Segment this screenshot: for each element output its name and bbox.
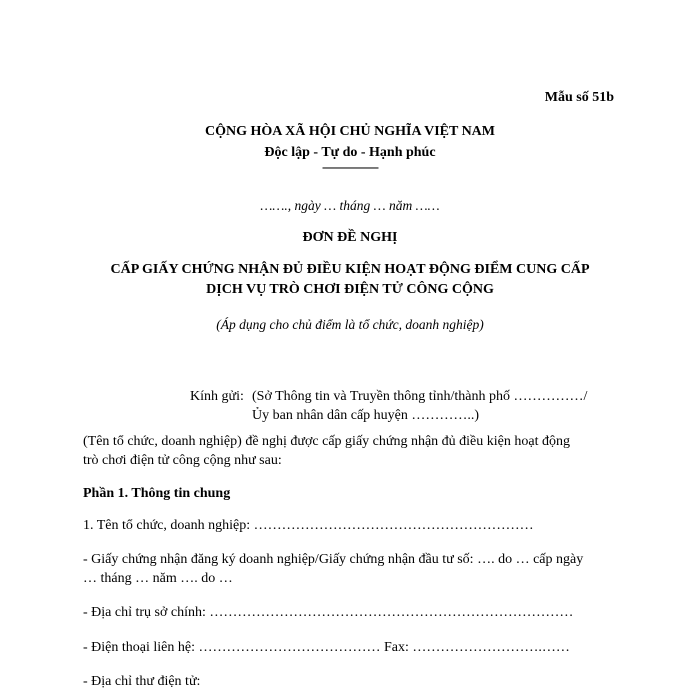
field-license-line-1: - Giấy chứng nhận đăng ký doanh nghiệp/Giấy chứng nhận đầu tư số: …. do … cấp ngày [83, 552, 584, 567]
field-email: - Địa chỉ thư điện tử: [83, 674, 201, 689]
field-org-name: 1. Tên tổ chức, doanh nghiệp: …………………………………………………… [83, 518, 534, 533]
field-phone-fax: - Điện thoại liên hệ: ………………………………… Fax: ……………………….…… [83, 640, 570, 655]
section-1-heading: Phần 1. Thông tin chung [83, 486, 231, 501]
recipient-label: Kính gửi: [190, 389, 244, 404]
document-title: ĐƠN ĐỀ NGHỊ [302, 230, 398, 245]
subtitle-line-1: CẤP GIẤY CHỨNG NHẬN ĐỦ ĐIỀU KIỆN HOẠT ĐỘNG ĐIỂM CUNG CẤP [110, 262, 590, 277]
date-line: ……., ngày … tháng … năm …… [260, 198, 440, 213]
form-code: Mẫu số 51b [544, 90, 614, 105]
applicability-note: (Áp dụng cho chủ điểm là tổ chức, doanh nghiệp) [216, 317, 484, 332]
recipient-line-1: (Sở Thông tin và Truyền thông tỉnh/thành phố ……………/ [252, 389, 588, 404]
header-divider: ---------------- [322, 159, 378, 174]
intro-line-2: trò chơi điện tử công cộng như sau: [83, 453, 282, 468]
recipient-line-2: Ủy ban nhân dân cấp huyện …………..) [252, 408, 480, 423]
field-address: - Địa chỉ trụ sở chính: …………………………………………………………………… [83, 605, 574, 620]
country-name: CỘNG HÒA XÃ HỘI CHỦ NGHĨA VIỆT NAM [204, 124, 495, 139]
subtitle-line-2: DỊCH VỤ TRÒ CHƠI ĐIỆN TỬ CÔNG CỘNG [206, 282, 494, 297]
national-motto: Độc lập - Tự do - Hạnh phúc [264, 145, 436, 160]
field-license-line-2: … tháng … năm …. do … [83, 571, 233, 586]
intro-line-1: (Tên tổ chức, doanh nghiệp) đề nghị được cấp giấy chứng nhận đủ điều kiện hoạt động [83, 434, 570, 449]
